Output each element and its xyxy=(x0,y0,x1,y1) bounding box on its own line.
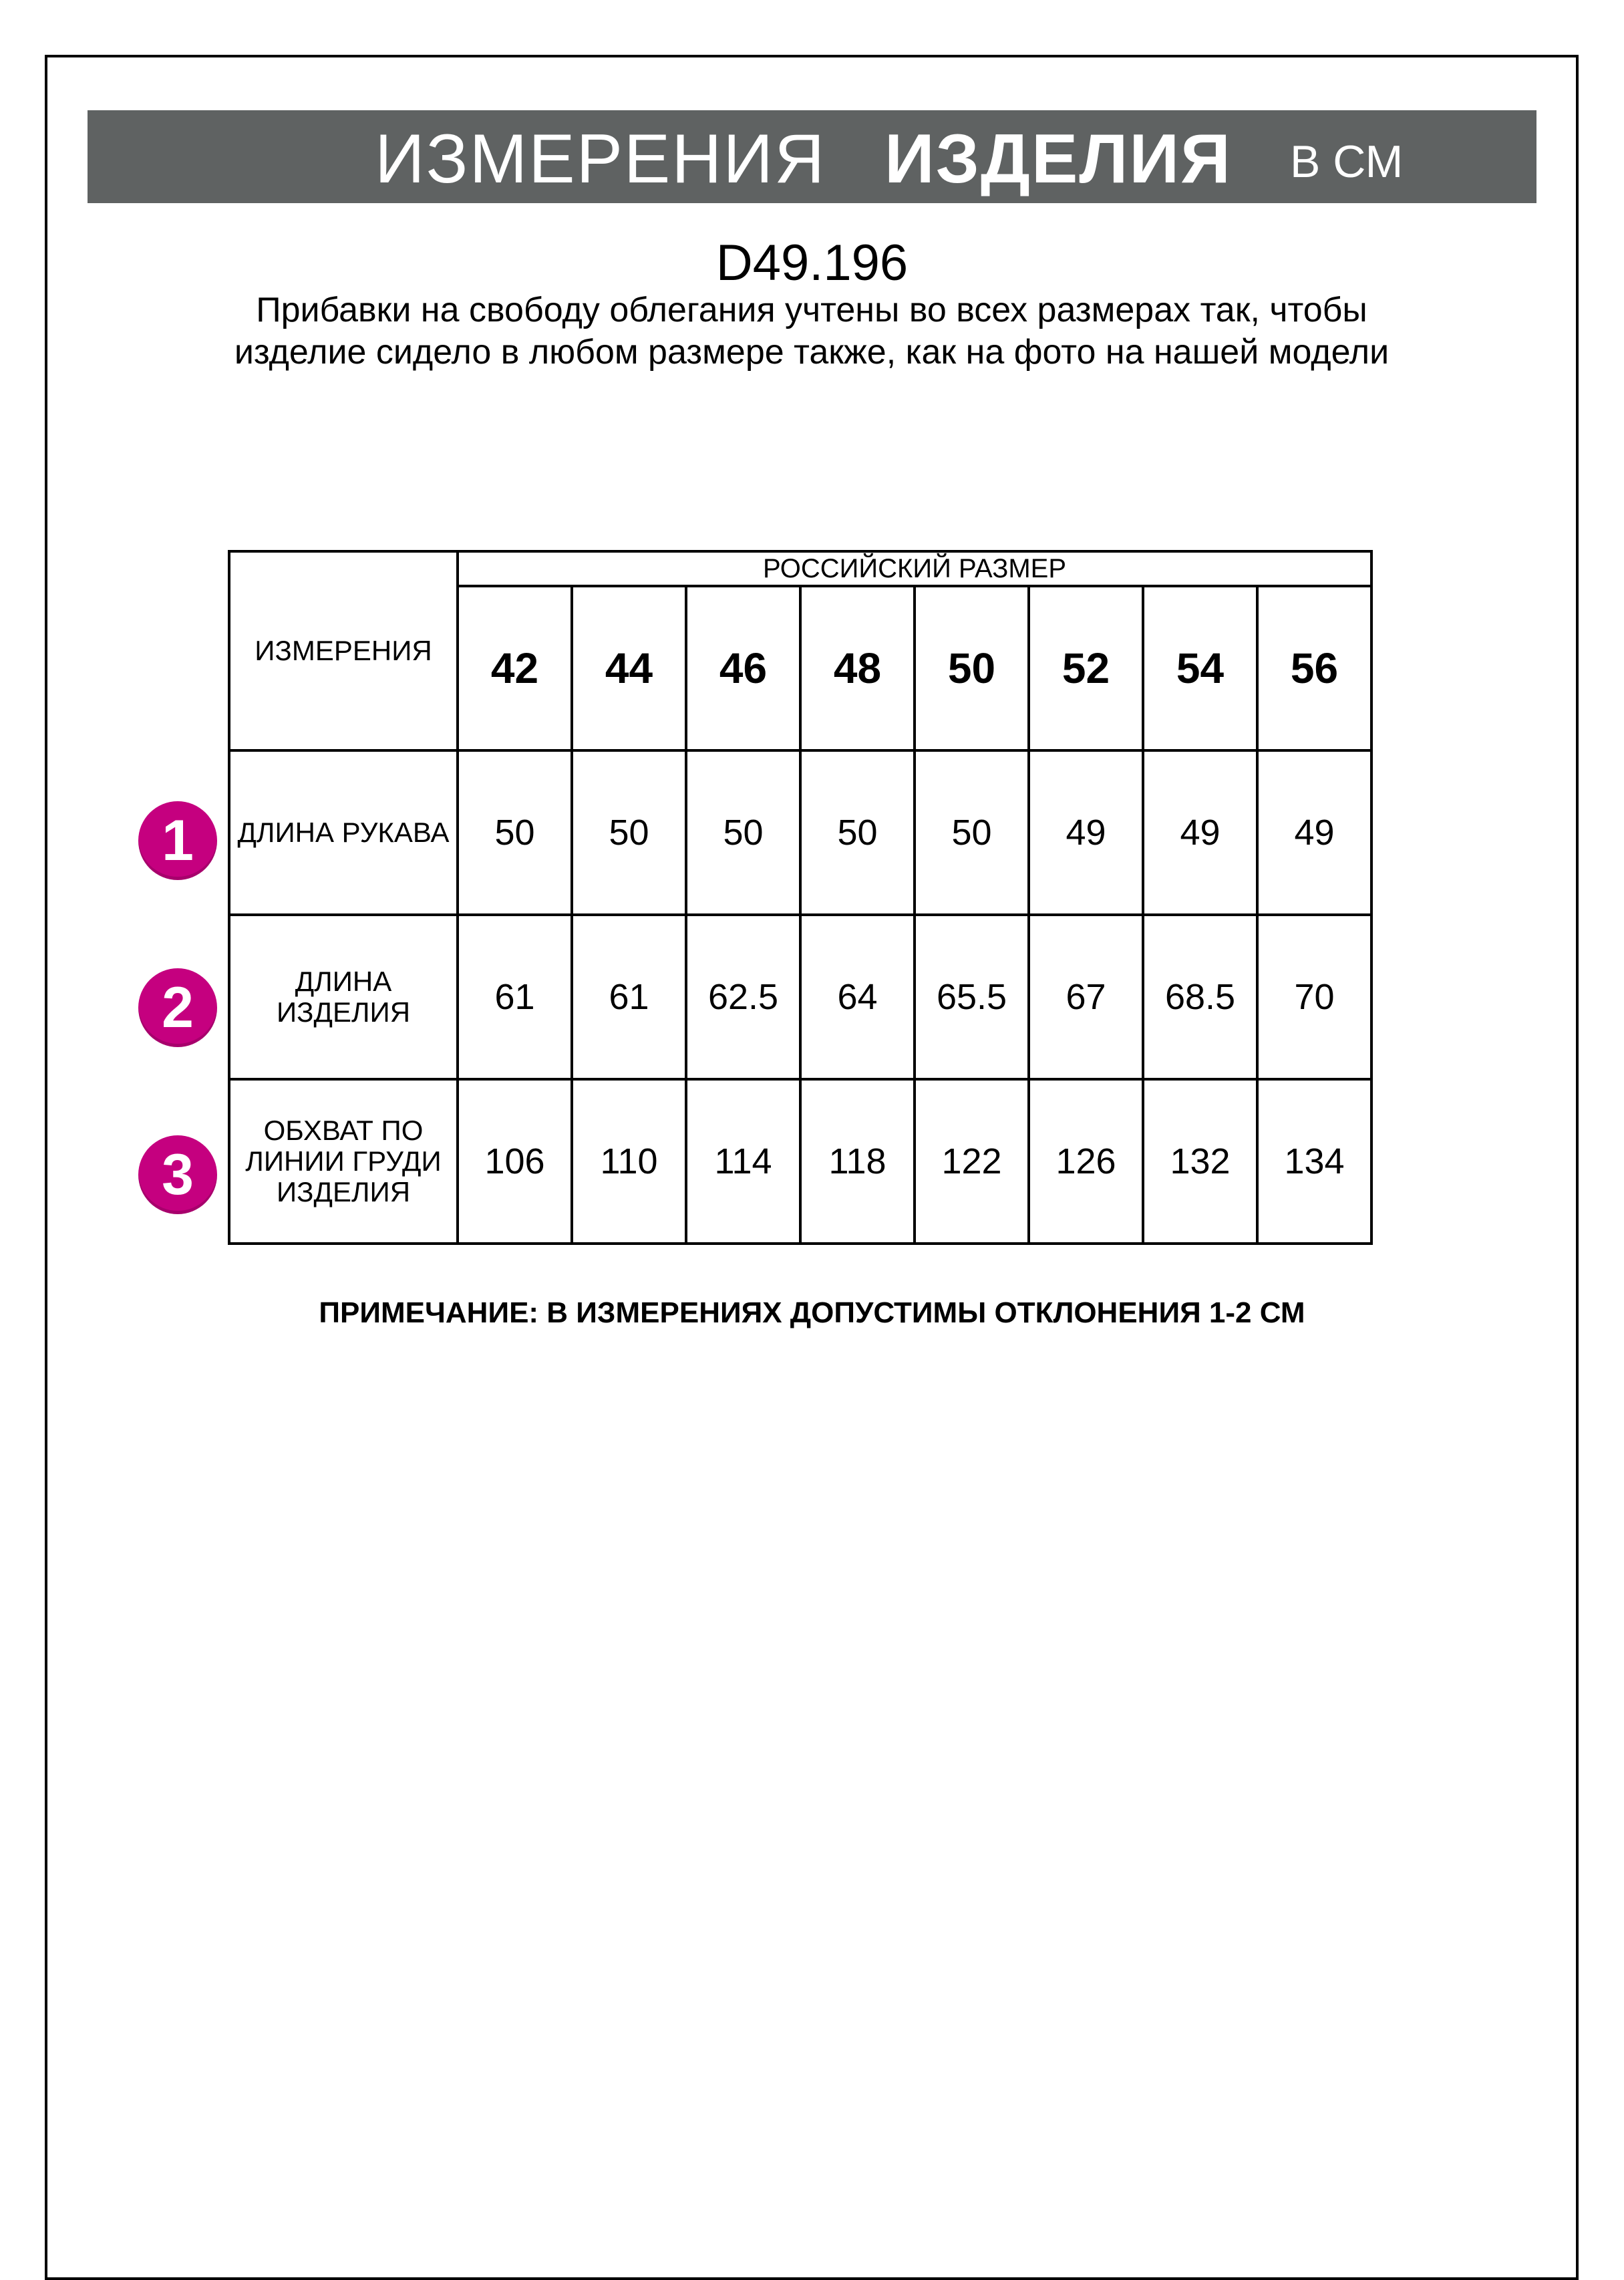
table-cell: 50 xyxy=(572,750,686,915)
table-cell: 62.5 xyxy=(686,915,800,1079)
row-label-sleeve-length: ДЛИНА РУКАВА xyxy=(229,750,458,915)
header-title-bold: ИЗДЕЛИЯ xyxy=(884,120,1232,198)
table-row xyxy=(229,1079,1371,1244)
row-number-badge: 1 xyxy=(138,801,217,880)
row-number-badge: 3 xyxy=(138,1135,217,1214)
table-cell: 49 xyxy=(1029,750,1143,915)
table-cell: 106 xyxy=(458,1079,572,1244)
header-unit: В СМ xyxy=(1290,136,1404,187)
size-header: 44 xyxy=(572,586,686,750)
table-cell: 64 xyxy=(800,915,915,1079)
table-cell: 50 xyxy=(800,750,915,915)
table-cell: 114 xyxy=(686,1079,800,1244)
article-number: D49.196 xyxy=(715,235,909,291)
table-cell: 49 xyxy=(1257,750,1371,915)
size-header: 56 xyxy=(1257,586,1371,750)
table-cell: 50 xyxy=(686,750,800,915)
table-cell: 67 xyxy=(1029,915,1143,1079)
table-cell: 134 xyxy=(1257,1079,1371,1244)
table-row xyxy=(229,915,1371,1079)
table-cell: 68.5 xyxy=(1143,915,1257,1079)
size-caption: РОССИЙСКИЙ РАЗМЕР xyxy=(458,551,1371,586)
table-cell: 50 xyxy=(915,750,1029,915)
table-cell: 70 xyxy=(1257,915,1371,1079)
size-header: 54 xyxy=(1143,586,1257,750)
table-cell: 65.5 xyxy=(915,915,1029,1079)
table-cell: 126 xyxy=(1029,1079,1143,1244)
size-header: 52 xyxy=(1029,586,1143,750)
size-table xyxy=(228,550,1373,1245)
size-header: 42 xyxy=(458,586,572,750)
row-number-badge: 2 xyxy=(138,968,217,1047)
table-cell: 61 xyxy=(458,915,572,1079)
table-row xyxy=(229,750,1371,915)
table-cell: 61 xyxy=(572,915,686,1079)
intro-text: Прибавки на свободу облегания учтены во всех размерах так, чтобы изделие сидело в любом размере также, как на фото на нашей модели xyxy=(234,291,1390,372)
footnote: ПРИМЕЧАНИЕ: В ИЗМЕРЕНИЯХ ДОПУСТИМЫ ОТКЛОНЕНИЯ 1-2 СМ xyxy=(319,1296,1305,1329)
size-header: 50 xyxy=(915,586,1029,750)
table-cell: 118 xyxy=(800,1079,915,1244)
header-title-light: ИЗМЕРЕНИЯ xyxy=(375,120,826,198)
table-cell: 50 xyxy=(458,750,572,915)
measurements-header: ИЗМЕРЕНИЯ xyxy=(229,551,458,750)
header-bar xyxy=(88,110,1536,203)
table-cell: 110 xyxy=(572,1079,686,1244)
table-cell: 122 xyxy=(915,1079,1029,1244)
size-header: 48 xyxy=(800,586,915,750)
row-label-garment-length: ДЛИНА ИЗДЕЛИЯ xyxy=(229,915,458,1079)
table-cell: 49 xyxy=(1143,750,1257,915)
table-cell: 132 xyxy=(1143,1079,1257,1244)
size-header: 46 xyxy=(686,586,800,750)
row-label-chest-girth: ОБХВАТ ПО ЛИНИИ ГРУДИ ИЗДЕЛИЯ xyxy=(229,1079,458,1244)
